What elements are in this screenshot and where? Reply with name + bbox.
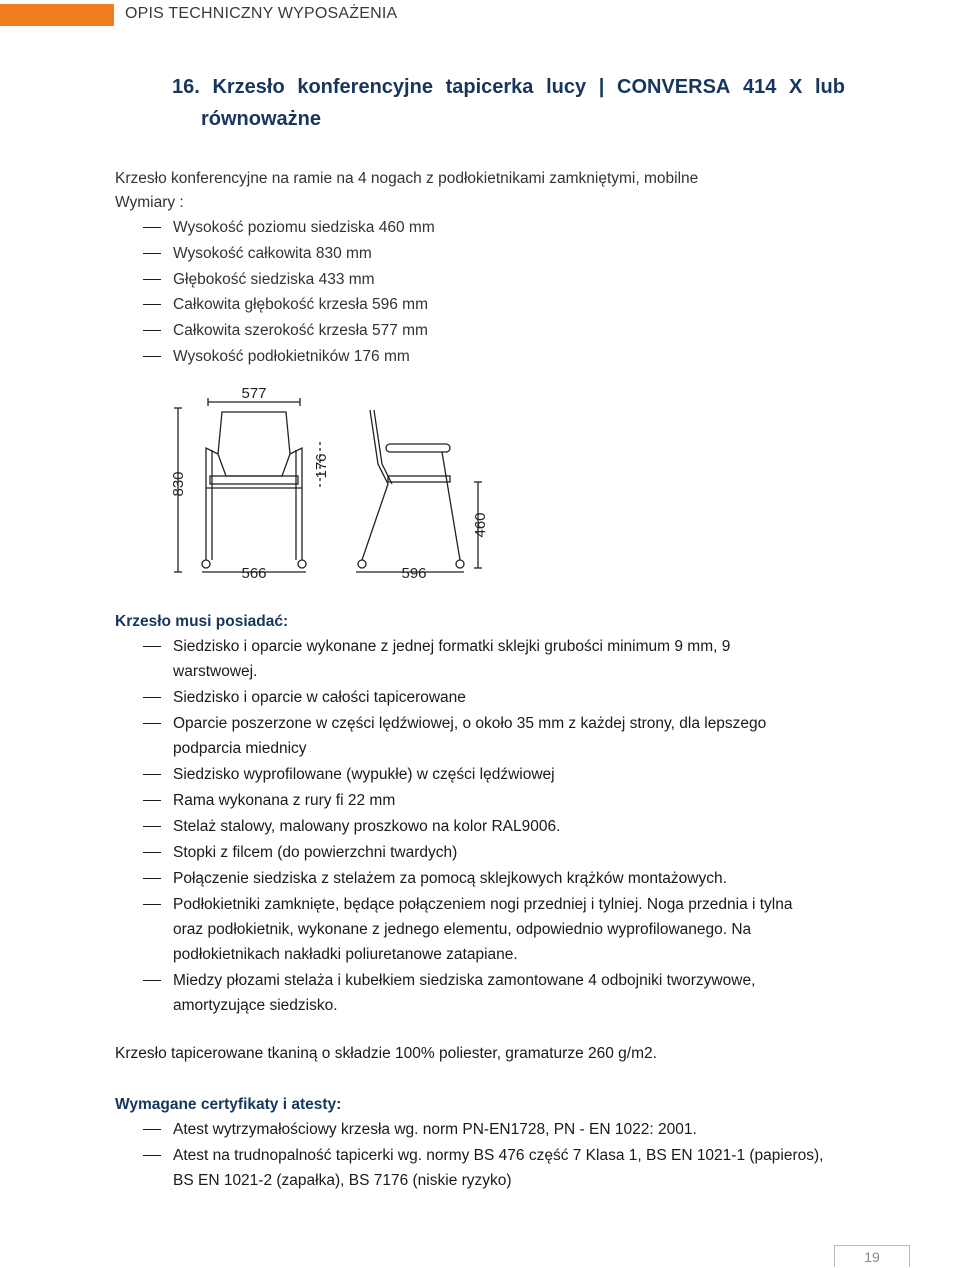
requirement-item (143, 866, 793, 891)
label-566: 566 (241, 565, 267, 582)
certificates-list (143, 1117, 823, 1194)
heading-word: lucy (546, 76, 587, 98)
section-heading (172, 71, 845, 135)
side-front-foot (456, 560, 464, 568)
front-view (174, 398, 320, 572)
dimension-item: Głębokość siedziska 433 mm (143, 267, 435, 293)
front-seat (210, 476, 298, 484)
dimensions-list (143, 215, 435, 370)
certificates-title: Wymagane certyfikaty i atesty: (115, 1096, 342, 1113)
certificate-item-line: Atest wytrzymałościowy krzesła wg. norm PN-EN1728, PN - EN 1022: 2001. (173, 1121, 697, 1138)
requirement-item-line: Stopki z filcem (do powierzchni twardych) (173, 844, 458, 861)
certificate-item (143, 1143, 823, 1193)
requirement-item (143, 762, 793, 787)
header-title: OPIS TECHNICZNY WYPOSAŻENIA (125, 5, 398, 22)
side-back-foot (358, 560, 366, 568)
dimension-item: Wysokość podłokietników 176 mm (143, 344, 435, 370)
requirement-item (143, 685, 793, 710)
heading-word: X (789, 76, 803, 98)
requirement-item (143, 788, 793, 813)
label-176: 176 (313, 453, 330, 479)
label-460: 460 (472, 512, 489, 538)
requirement-item-line: Rama wykonana z rury fi 22 mm (173, 792, 396, 809)
requirement-item (143, 840, 793, 865)
label-577: 577 (241, 385, 267, 402)
heading-word: 414 (743, 76, 777, 98)
dimension-item: Całkowita szerokość krzesła 577 mm (143, 318, 435, 344)
front-right-foot (298, 560, 306, 568)
header-accent-bar (0, 4, 114, 26)
requirement-item-line: amortyzujące siedzisko. (173, 997, 338, 1014)
requirement-item-line: Połączenie siedziska z stelażem za pomocą sklejkowych krążków montażowych. (173, 870, 727, 887)
requirements-title: Krzesło musi posiadać: (115, 613, 289, 630)
requirement-item (143, 634, 793, 684)
side-seat (388, 476, 450, 482)
upholstery-note: Krzesło tapicerowane tkaniną o składzie 100% poliester, gramaturze 260 g/m2. (115, 1045, 657, 1062)
heading-number: 16. (172, 76, 200, 98)
requirement-item-line: podłokietnikach nakładki poliuretanowe zatapiane. (173, 946, 518, 963)
requirement-item-line: Siedzisko i oparcie w całości tapicerowane (173, 689, 466, 706)
side-back-leg (362, 410, 388, 560)
requirement-item-line: warstwowej. (173, 663, 258, 680)
label-596: 596 (401, 565, 427, 582)
heading-word: CONVERSA (617, 76, 731, 98)
requirement-item-line: podparcia miednicy (173, 740, 307, 757)
intro-description: Krzesło konferencyjne na ramie na 4 nogach z podłokietnikami zamkniętymi, mobilne (115, 170, 699, 187)
heading-word: tapicerka (445, 76, 534, 98)
chair-technical-drawing (166, 384, 496, 584)
requirement-item-line: Siedzisko i oparcie wykonane z jednej formatki sklejki grubości minimum 9 mm, 9 (173, 638, 731, 655)
requirement-item-line: Oparcie poszerzone w części lędźwiowej, o około 35 mm z każdej strony, dla lepszego (173, 715, 767, 732)
heading-word: Krzesło (212, 76, 285, 98)
certificate-item (143, 1117, 823, 1142)
requirement-item (143, 711, 793, 761)
side-front-leg (442, 452, 460, 560)
front-backrest (218, 412, 290, 476)
heading-line-2: równoważne (201, 108, 322, 130)
heading-word: konferencyjne (297, 76, 433, 98)
requirement-item (143, 892, 793, 967)
dimension-item: Wysokość całkowita 830 mm (143, 241, 435, 267)
label-830: 830 (170, 471, 187, 497)
certificate-item-line: BS EN 1021-2 (zapałka), BS 7176 (niskie ryzyko) (173, 1172, 512, 1189)
requirement-item-line: Stelaż stalowy, malowany proszkowo na kolor RAL9006. (173, 818, 561, 835)
requirement-item (143, 968, 793, 1018)
requirements-list (143, 634, 793, 1019)
side-view (356, 410, 482, 572)
heading-word: lub (815, 76, 845, 98)
requirement-item-line: oraz podłokietnik, wykonane z jednego elementu, odpowiednio wyprofilowanego. Na (173, 921, 752, 938)
requirement-item-line: Podłokietniki zamknięte, będące połączeniem nogi przedniej i tylniej. Noga przednia i tylna (173, 896, 793, 913)
dimensions-label: Wymiary : (115, 194, 184, 211)
page-number: 19 (834, 1245, 910, 1267)
side-armrest (386, 444, 450, 452)
heading-word: | (598, 76, 605, 98)
certificate-item-line: Atest na trudnopalność tapicerki wg. normy BS 476 część 7 Klasa 1, BS EN 1021-1 (papieros), (173, 1147, 824, 1164)
requirement-item (143, 814, 793, 839)
requirement-item-line: Miedzy płozami stelaża i kubełkiem siedziska zamontowane 4 odbojniki tworzywowe, (173, 972, 756, 989)
requirement-item-line: Siedzisko wyprofilowane (wypukłe) w części lędźwiowej (173, 766, 555, 783)
heading-line-1 (172, 71, 845, 103)
dimension-item: Wysokość poziomu siedziska 460 mm (143, 215, 435, 241)
dimension-item: Całkowita głębokość krzesła 596 mm (143, 292, 435, 318)
front-left-foot (202, 560, 210, 568)
